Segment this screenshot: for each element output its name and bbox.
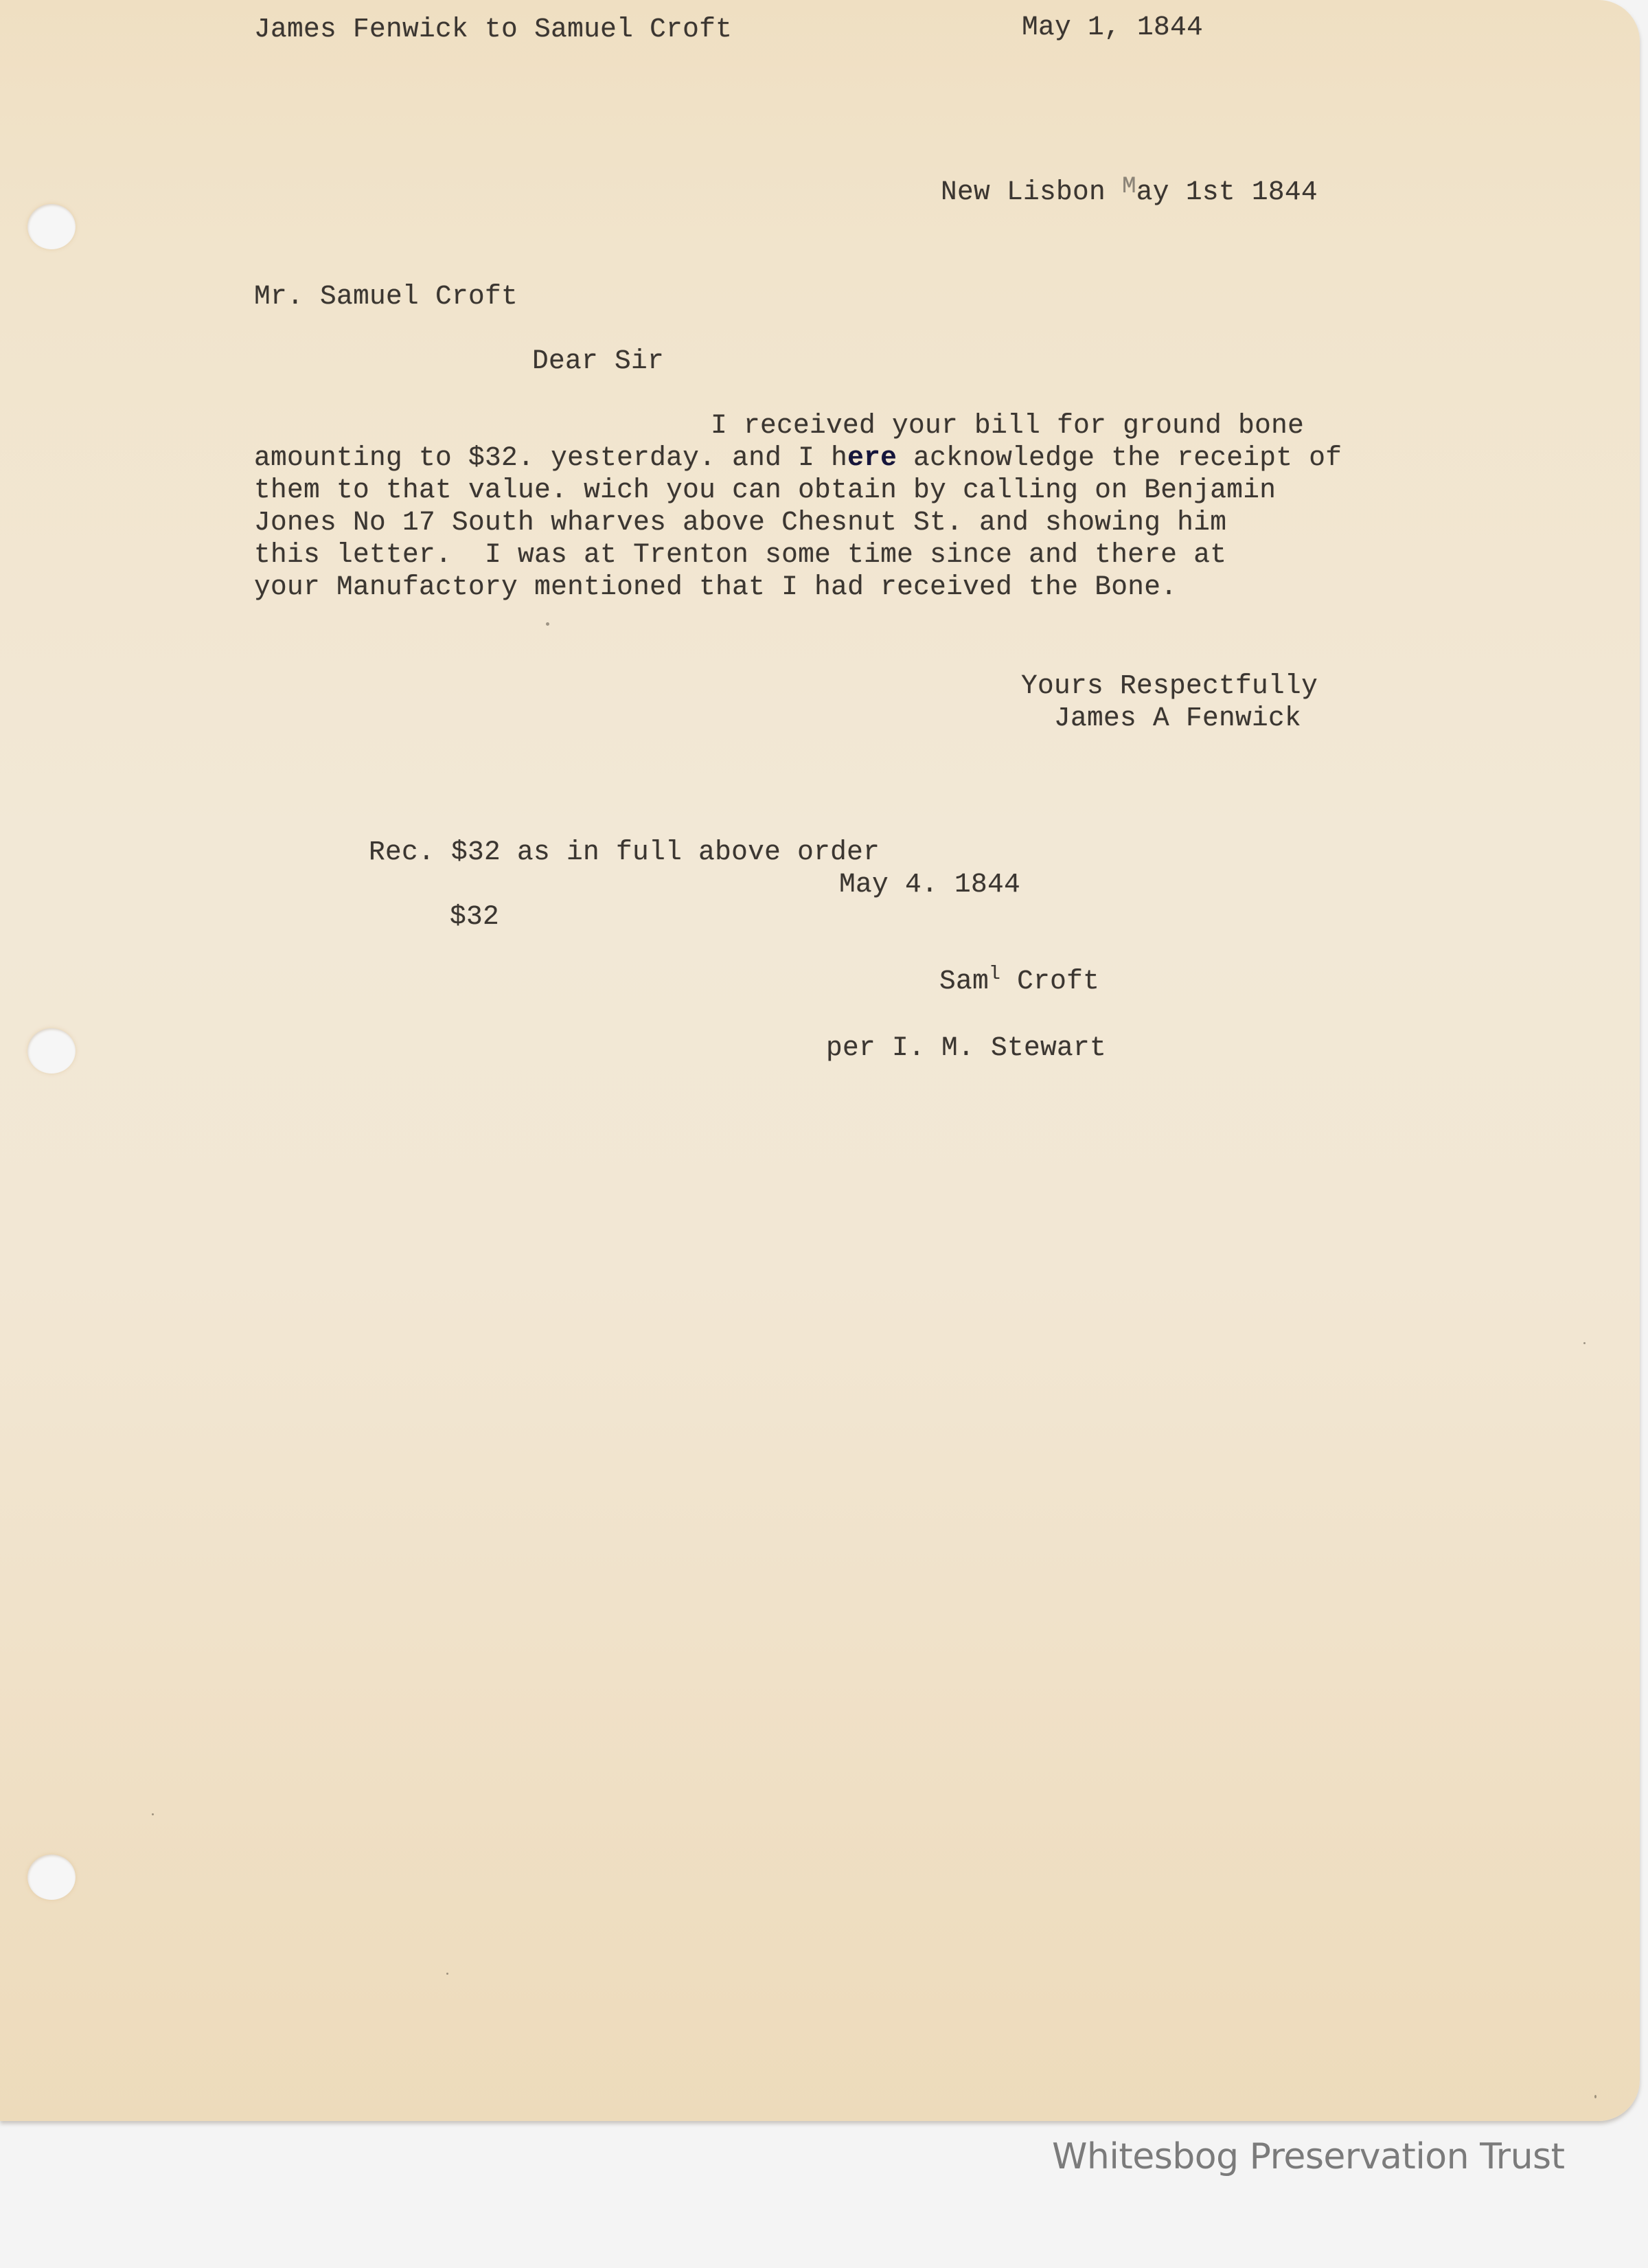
recipient: Mr. Samuel Croft: [254, 281, 518, 312]
watermark-credit: Whitesbog Preservation Trust: [1052, 2136, 1565, 2177]
receipt-line: Rec. $32 as in full above order: [369, 837, 880, 867]
body-line-4: Jones No 17 South wharves above Chesnut St. and showing him: [254, 507, 1227, 538]
paper-speck: [1583, 1342, 1586, 1344]
receipt-amount: $32: [450, 901, 500, 932]
punch-hole-top: [27, 204, 76, 249]
header-date: May 1, 1844: [1022, 12, 1204, 43]
letter-place-date: [941, 176, 1318, 210]
body-line-1: I received your bill for ground bone: [711, 410, 1305, 441]
paper-speck: [446, 1973, 448, 1975]
receipt-date: May 4. 1844: [839, 869, 1021, 900]
body-line-3: them to that value. wich you can obtain by calling on Benjamin: [254, 475, 1277, 506]
body-line-2-overtyped: ere: [847, 442, 897, 473]
month-rest: ay: [1136, 177, 1169, 207]
signer-abbrev: Sam: [939, 966, 989, 997]
punch-hole-middle: [27, 1028, 76, 1074]
receipt-signer: [939, 965, 1099, 1000]
body-line-2-before: amounting to $32. yesterday. and I h: [254, 442, 848, 473]
header-title: James Fenwick to Samuel Croft: [254, 14, 733, 45]
receipt-per-line: per I. M. Stewart: [826, 1032, 1107, 1063]
paper-speck: [1594, 2095, 1596, 2098]
place: New Lisbon: [941, 177, 1106, 207]
month-initial: M: [1122, 174, 1136, 200]
signer-surname: Croft: [1017, 966, 1100, 997]
body-line-2-after: acknowledge the receipt of: [897, 442, 1342, 473]
body-line-5: this letter. I was at Trenton some time since and there at: [254, 539, 1227, 570]
paper-speck: [152, 1813, 154, 1815]
punch-hole-bottom: [27, 1855, 76, 1900]
signer-superscript: l: [989, 964, 1001, 985]
body-line-6: your Manufactory mentioned that I had received the Bone.: [254, 571, 1178, 602]
body-line-2: [254, 442, 1342, 474]
salutation: Dear Sir: [532, 345, 665, 376]
closing: Yours Respectfully: [1021, 670, 1318, 701]
day-year: 1st 1844: [1185, 177, 1318, 207]
paper-speck: [546, 622, 549, 626]
signature: James A Fenwick: [1054, 703, 1302, 734]
